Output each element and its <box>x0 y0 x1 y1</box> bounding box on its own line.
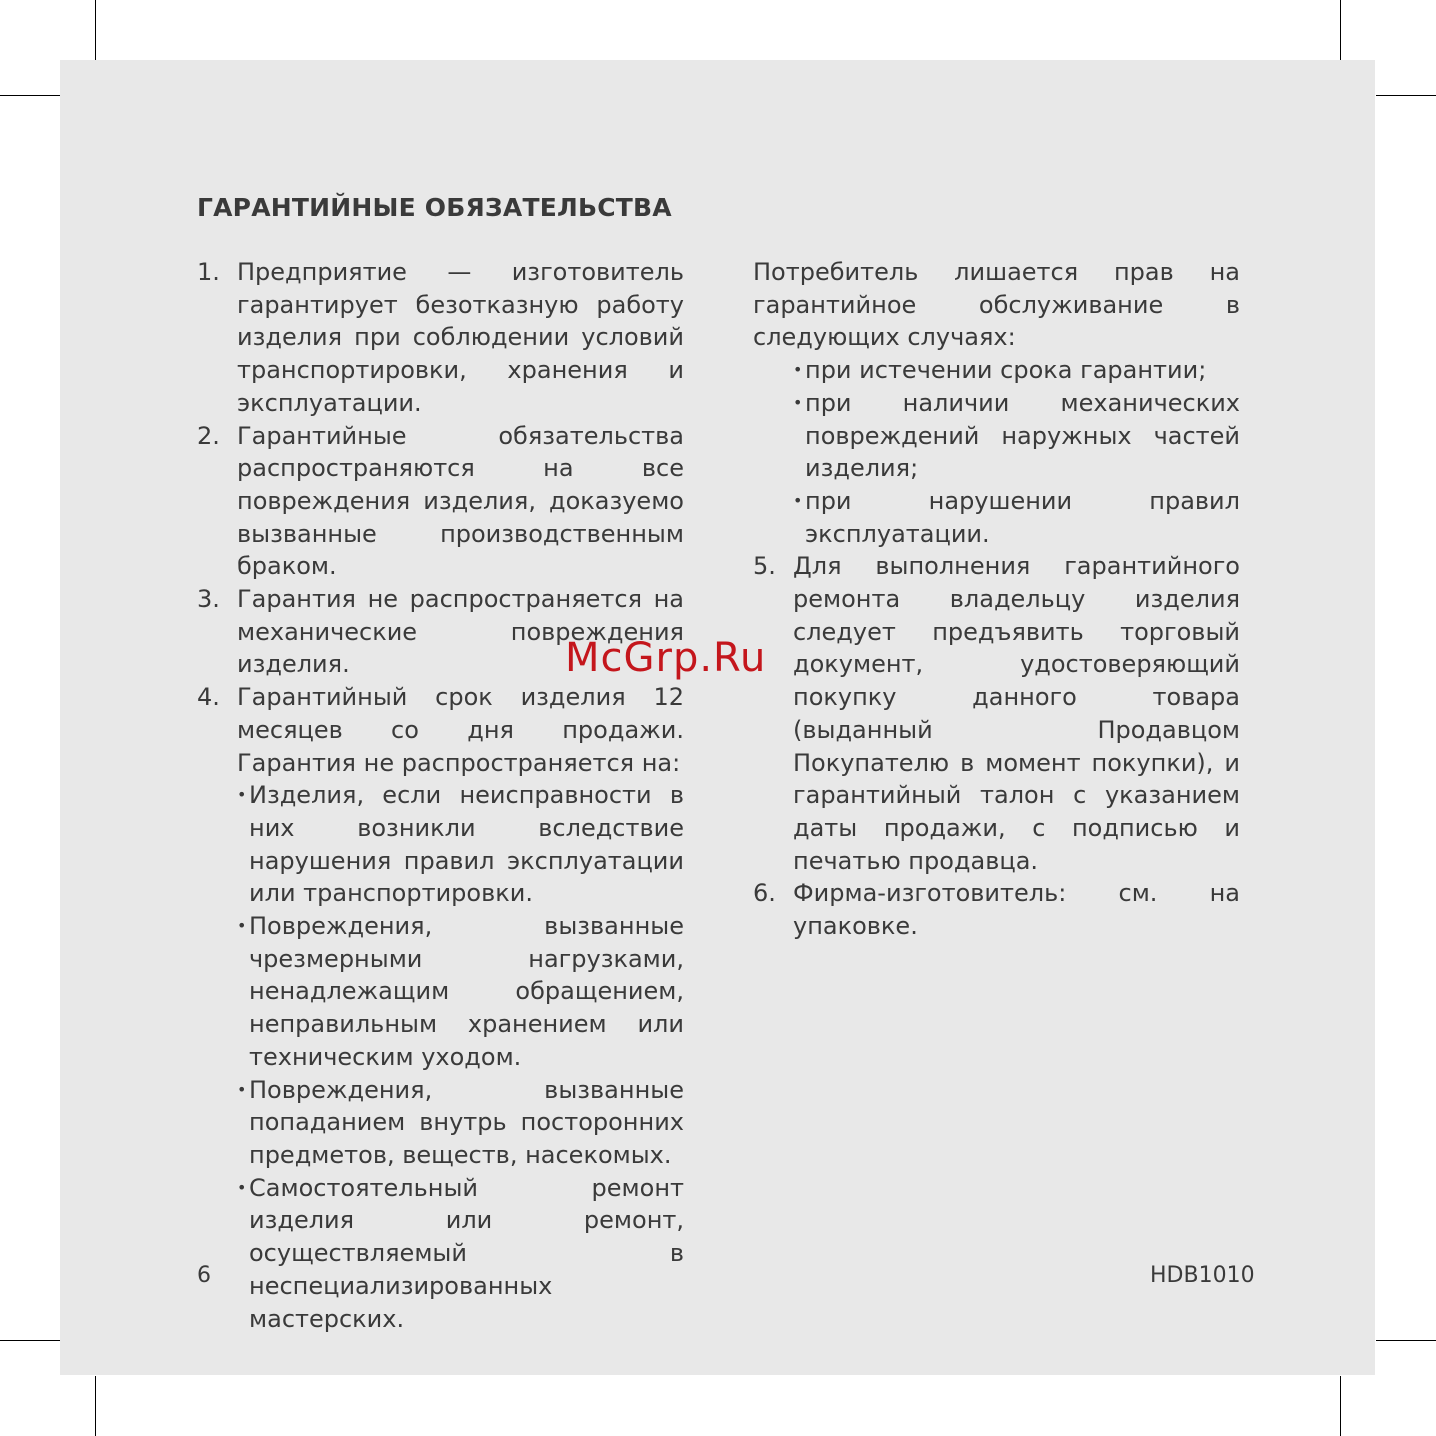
item-text: Предприятие — изготовитель гарантирует безотказную работу изделия при соблюдении условий транспортировки, хранения и эксплуатации. <box>237 258 684 417</box>
item-number: 2. <box>197 421 220 450</box>
watermark-logo: McGrp.Ru <box>565 635 767 681</box>
item-text: Гарантия не распространяется на механические повреждения изделия. <box>237 585 684 679</box>
bullet-item: • Повреждения, вызванные чрезмерными нагрузками, ненадлежащим обращением, неправильным хранением или техническим уходом. <box>237 910 684 1074</box>
page-number: 6 <box>197 1263 211 1288</box>
crop-mark <box>0 95 60 96</box>
list-item <box>753 877 1240 942</box>
item-number: 3. <box>197 585 220 614</box>
list-item <box>197 681 684 779</box>
crop-mark <box>1376 95 1436 96</box>
bullet-item: • Изделия, если неисправности в них возникли вследствие нарушения правил эксплуатации или транспортировки. <box>237 779 684 910</box>
item-number: 6. <box>753 879 776 908</box>
list-item <box>197 420 684 584</box>
right-column <box>753 256 1240 943</box>
crop-mark <box>1340 1376 1341 1436</box>
bullet-item: • при истечении срока гарантии; <box>793 354 1240 387</box>
crop-mark <box>95 1376 96 1436</box>
crop-mark <box>95 0 96 60</box>
list-item <box>753 550 1240 877</box>
crop-mark <box>0 1340 60 1341</box>
item-number: 4. <box>197 683 220 712</box>
bullet-item: • Самостоятельный ремонт изделия или ремонт, осуществляемый в неспециализированных мастерских. <box>237 1172 684 1336</box>
crop-mark <box>1376 1340 1436 1341</box>
document-page <box>60 60 1375 1375</box>
list-item <box>197 256 684 420</box>
crop-mark <box>1340 0 1341 60</box>
item-text: Фирма-изготовитель: см. на упаковке. <box>793 879 1240 941</box>
item-text: Для выполнения гарантийного ремонта владельцу изделия следует предъявить торговый документ, удостоверяющий покупку данного товара (выданный Продавцом Покупателю в момент покупки), и гарантийный талон с указанием даты продажи, с подписью и печатью продавца. <box>793 552 1240 875</box>
intro-paragraph: Потребитель лишается прав на гарантийное обслуживание в следующих случаях: <box>753 258 1240 352</box>
bullet-list <box>237 779 684 1335</box>
item-text: Гарантийный срок изделия 12 месяцев со дня продажи. Гарантия не распространяется на: <box>237 683 684 777</box>
bullet-list <box>793 354 1240 550</box>
item-number: 1. <box>197 258 220 286</box>
item-number: 5. <box>753 552 776 581</box>
bullet-item: • при нарушении правил эксплуатации. <box>793 485 1240 550</box>
item-text: Гарантийные обязательства распространяются на все повреждения изделия, доказуемо вызванные производственным браком. <box>237 421 684 581</box>
bullet-item: • Повреждения, вызванные попаданием внутрь посторонних предметов, веществ, насекомых. <box>237 1074 684 1172</box>
left-column <box>197 256 684 1335</box>
bullet-item: • при наличии механических повреждений наружных частей изделия; <box>793 387 1240 485</box>
page-title: ГАРАНТИЙНЫЕ ОБЯЗАТЕЛЬСТВА <box>197 193 672 222</box>
model-label: HDB1010 <box>1150 1263 1255 1288</box>
